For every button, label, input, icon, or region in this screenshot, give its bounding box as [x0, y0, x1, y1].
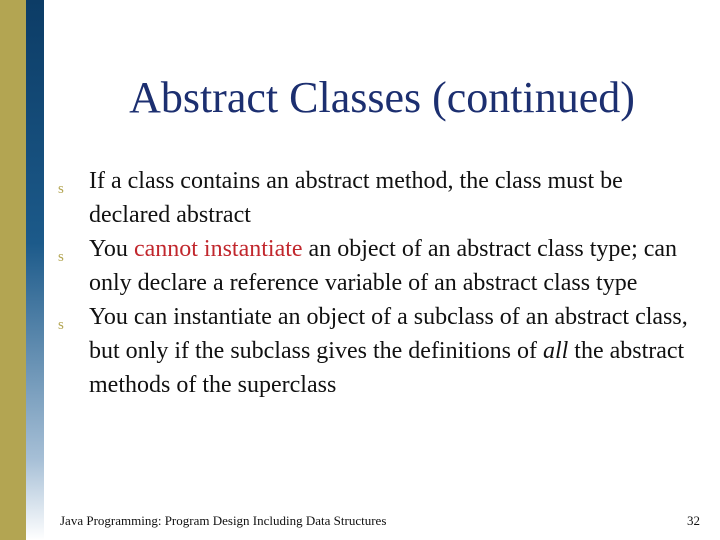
emphasized-text: all: [542, 338, 569, 364]
bullet-item-2: [58, 232, 698, 300]
slide-title: Abstract Classes (continued): [129, 73, 635, 122]
bullet-list: [58, 164, 698, 402]
bullet-text: If a class contains an abstract method, the class must be declared abstract: [89, 168, 623, 228]
bullet-marker-icon: s: [58, 249, 64, 265]
highlighted-text: cannot instantiate: [133, 236, 303, 262]
left-blue-gradient-stripe: [26, 0, 44, 540]
bullet-text-pre: You: [89, 236, 134, 262]
bullet-item-1: [58, 164, 698, 232]
bullet-text-post: the abstract methods of the superclass: [89, 338, 685, 398]
page-number: 32: [687, 513, 700, 528]
bullet-marker-icon: s: [58, 317, 64, 333]
bullet-text-pre: You can instantiate an object of a subclass of an abstract class, but only if the subclass gives the definitions of: [89, 304, 688, 364]
bullet-text-post: an object of an abstract class type; can only declare a reference variable of an abstract class type: [89, 236, 678, 296]
bullet-marker-icon: s: [58, 181, 64, 197]
left-gold-stripe: [0, 0, 26, 540]
slide-footer: Java Programming: Program Design Including Data Structures: [60, 513, 387, 528]
bullet-item-3: [58, 300, 698, 402]
